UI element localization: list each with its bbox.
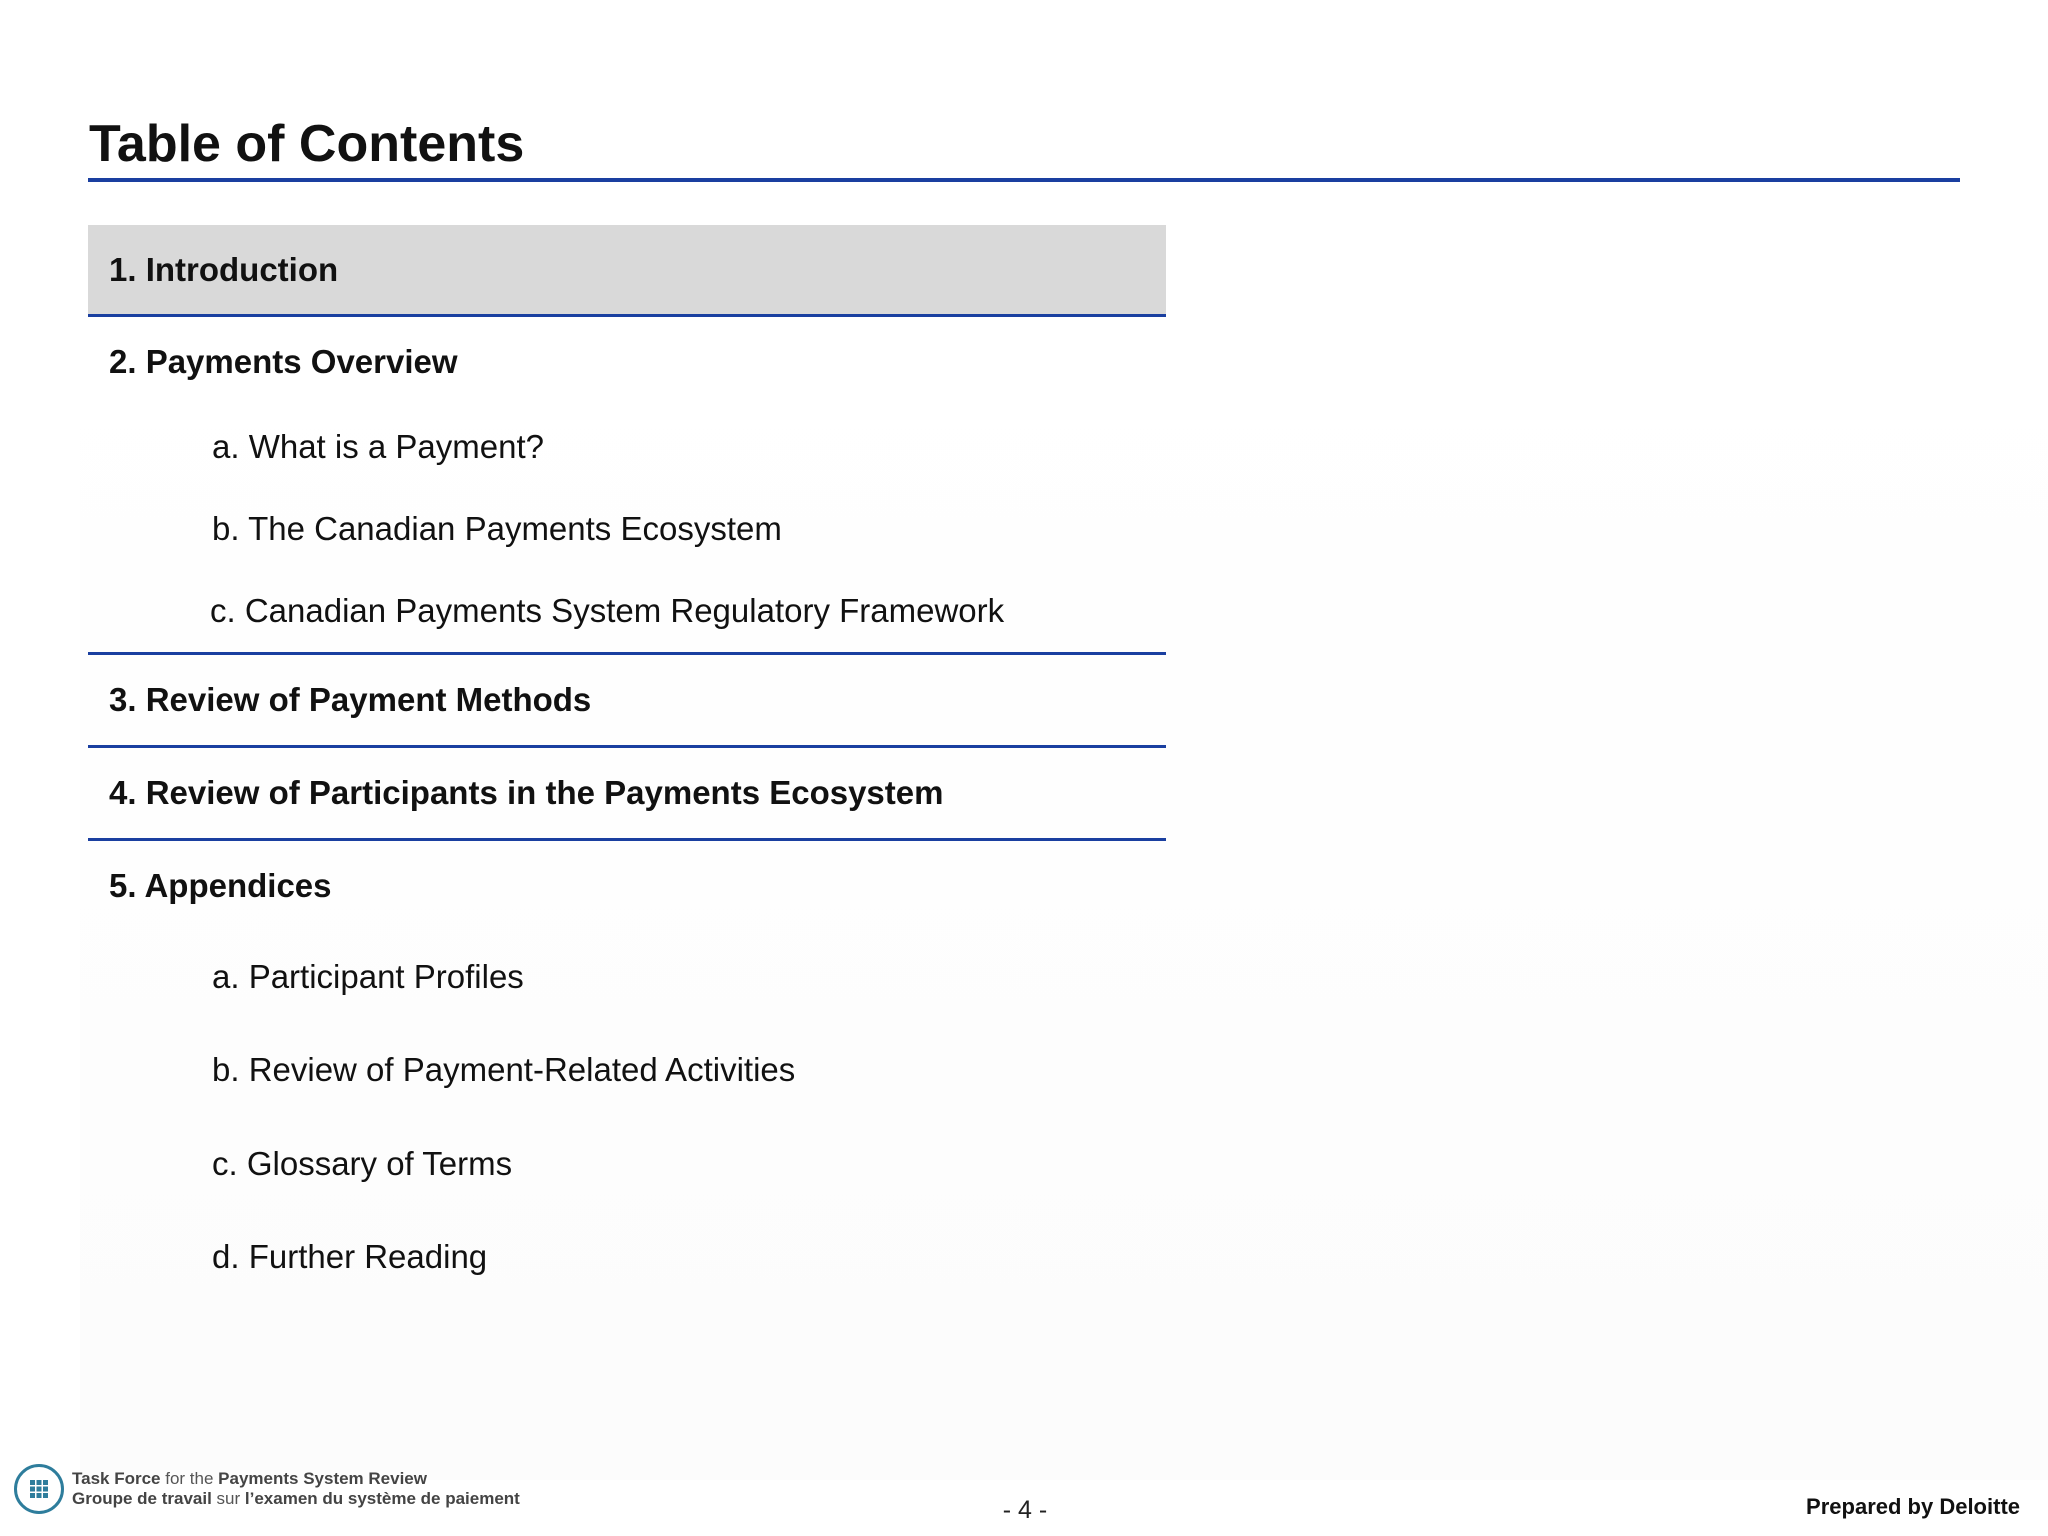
logo-text-part: Groupe de travail xyxy=(72,1489,212,1508)
toc-section-appendices[interactable] xyxy=(88,841,1166,1318)
toc-section-label[interactable]: 3. Review of Payment Methods xyxy=(109,681,592,718)
toc-section-label[interactable]: 1. Introduction xyxy=(88,225,1166,314)
page-title: Table of Contents xyxy=(89,115,525,173)
logo-text-part: l’examen du système de paiement xyxy=(244,1489,520,1508)
page-number: - 4 - xyxy=(1002,1496,1048,1524)
toc-subsection-item[interactable]: b. The Canadian Payments Ecosystem xyxy=(212,510,782,547)
toc-section-label[interactable]: 4. Review of Participants in the Payments Ecosystem xyxy=(109,774,944,811)
toc-subsection-item[interactable]: b. Review of Payment-Related Activities xyxy=(212,1051,796,1089)
title-divider xyxy=(88,178,1960,182)
toc-subsection-item[interactable]: a. Participant Profiles xyxy=(212,957,524,995)
logo-text-part: for the xyxy=(160,1469,219,1488)
toc-section-introduction[interactable] xyxy=(88,225,1166,317)
toc-section-participants[interactable] xyxy=(88,748,1166,841)
logo-line-french xyxy=(72,1489,520,1509)
toc-section-label[interactable]: 2. Payments Overview xyxy=(109,342,458,380)
toc-subsection-list xyxy=(88,930,1166,1318)
logo-text-part: Payments System Review xyxy=(218,1469,427,1488)
toc-section-label[interactable]: 5. Appendices xyxy=(109,866,332,904)
toc-subsection-item[interactable]: c. Canadian Payments System Regulatory Framework xyxy=(210,592,1005,629)
toc-subsection-item[interactable]: d. Further Reading xyxy=(212,1238,488,1276)
logo-wordmark xyxy=(72,1469,520,1509)
toc-subsection-list xyxy=(88,406,1166,652)
task-force-logo xyxy=(14,1464,520,1514)
table-of-contents xyxy=(88,225,1166,1318)
toc-subsection-item[interactable]: c. Glossary of Terms xyxy=(212,1144,513,1182)
logo-text-part: Task Force xyxy=(72,1469,161,1488)
logo-line-english xyxy=(72,1469,520,1489)
prepared-by-credit: Prepared by Deloitte xyxy=(1806,1494,2020,1519)
globe-grid-icon-graphic xyxy=(24,1474,54,1504)
toc-subsection-item[interactable]: a. What is a Payment? xyxy=(212,428,544,465)
toc-section-payment-methods[interactable] xyxy=(88,655,1166,748)
logo-text-part: sur xyxy=(211,1489,245,1508)
toc-section-payments-overview[interactable] xyxy=(88,317,1166,655)
globe-grid-icon xyxy=(14,1464,64,1514)
